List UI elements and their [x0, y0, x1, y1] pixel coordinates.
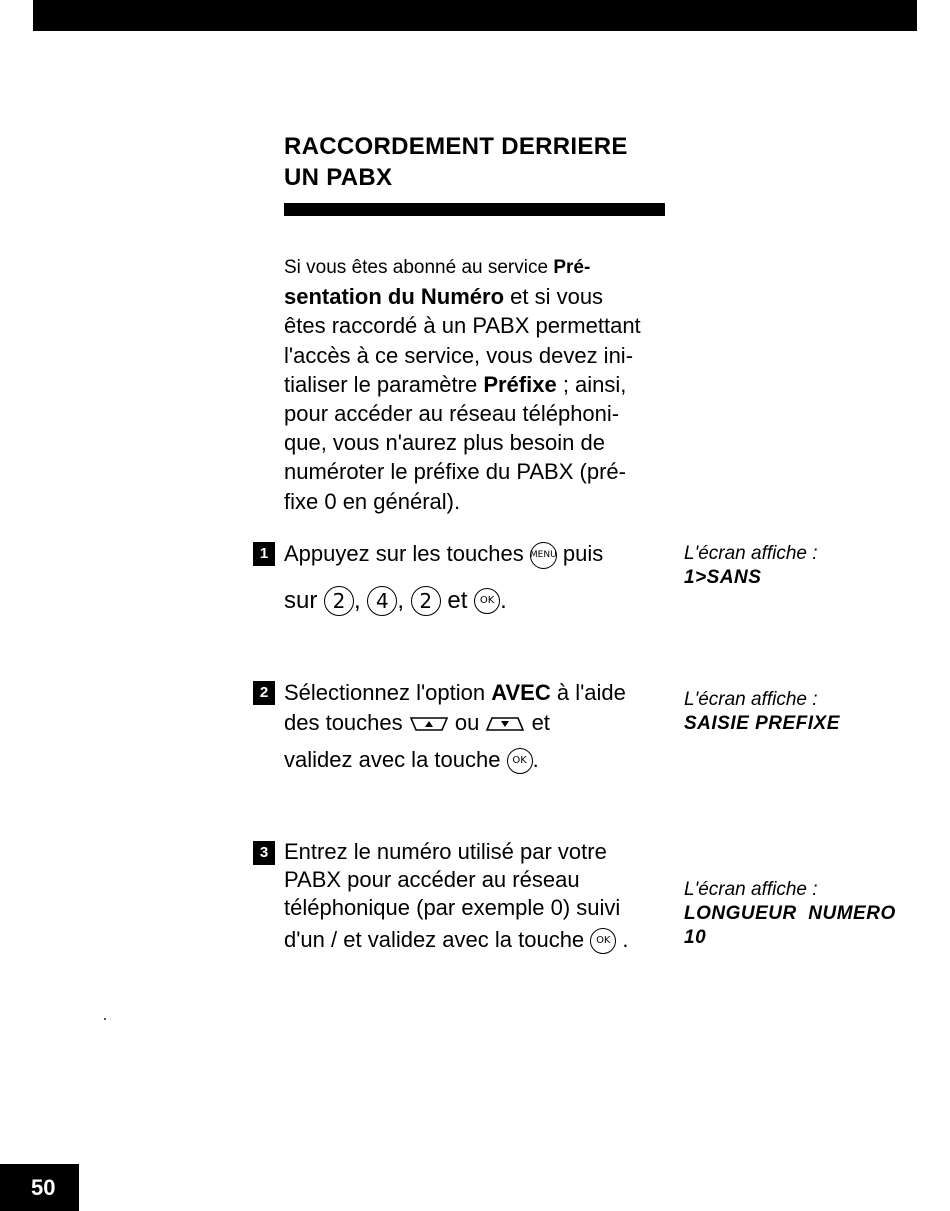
title-underline [284, 203, 665, 216]
down-arrow-key-icon [485, 716, 525, 732]
key-4-icon: 4 [367, 586, 397, 616]
step-number-badge: 1 [253, 542, 275, 566]
screen-value: 1>SANS [684, 567, 762, 588]
screen-value: LONGUEUR NUMERO [684, 903, 896, 924]
intro-line: sentation du Numéro et si vous [284, 284, 604, 310]
top-bar [33, 0, 917, 31]
step-line: des touches ou et [284, 710, 550, 735]
menu-key-icon: MENU [530, 542, 557, 569]
screen-caption: L'écran affiche : [684, 689, 818, 710]
screen-display-3 [684, 878, 934, 950]
step-line: d'un / et validez avec la touche OK . [284, 922, 654, 958]
intro-line: fixe 0 en général). [284, 488, 461, 514]
intro-line: l'accès à ce service, vous devez ini- [284, 342, 634, 368]
ok-key-icon: OK [590, 928, 616, 954]
step-line: téléphonique (par exemple 0) suivi [284, 895, 621, 920]
intro-line: êtes raccordé à un PABX permettant [284, 313, 641, 339]
ok-key-icon: OK [507, 748, 533, 774]
step-line: validez avec la touche OK . [284, 743, 654, 777]
step-text [284, 838, 654, 958]
step-line: PABX pour accéder au réseau [284, 867, 580, 892]
step-line: Sélectionnez l'option AVEC à l'aide [284, 680, 626, 705]
key-2-icon: 2 [324, 586, 354, 616]
stray-dot [104, 1018, 106, 1020]
intro-line: numéroter le préfixe du PABX (pré- [284, 459, 626, 485]
ok-key-icon: OK [474, 588, 500, 614]
screen-value: 10 [684, 927, 707, 948]
section-title [284, 131, 674, 193]
step-line: sur 2 , 4 , 2 et OK . [284, 583, 654, 619]
intro-line: tialiser le paramètre Préfixe ; ainsi, [284, 371, 627, 397]
intro-line: pour accéder au réseau téléphoni- [284, 401, 620, 427]
step-text [284, 539, 654, 619]
intro-paragraph [284, 253, 658, 516]
step-number-badge: 3 [253, 841, 275, 865]
screen-caption: L'écran affiche : [684, 879, 818, 900]
step-line: Appuyez sur les touches MENU puis [284, 539, 654, 569]
page-number: 50 [0, 1164, 79, 1211]
screen-display-2 [684, 688, 934, 736]
screen-display-1 [684, 542, 934, 590]
screen-caption: L'écran affiche : [684, 543, 818, 564]
key-2-icon: 2 [411, 586, 441, 616]
intro-line: Si vous êtes abonné au service Pré- [284, 257, 591, 278]
step-text [284, 678, 654, 777]
title-line-1: RACCORDEMENT DERRIERE [284, 133, 628, 160]
intro-line: que, vous n'aurez plus besoin de [284, 430, 605, 456]
title-line-2: UN PABX [284, 164, 393, 191]
step-line: Entrez le numéro utilisé par votre [284, 839, 607, 864]
up-arrow-key-icon [409, 716, 449, 732]
step-number-badge: 2 [253, 681, 275, 705]
screen-value: SAISIE PREFIXE [684, 713, 840, 734]
